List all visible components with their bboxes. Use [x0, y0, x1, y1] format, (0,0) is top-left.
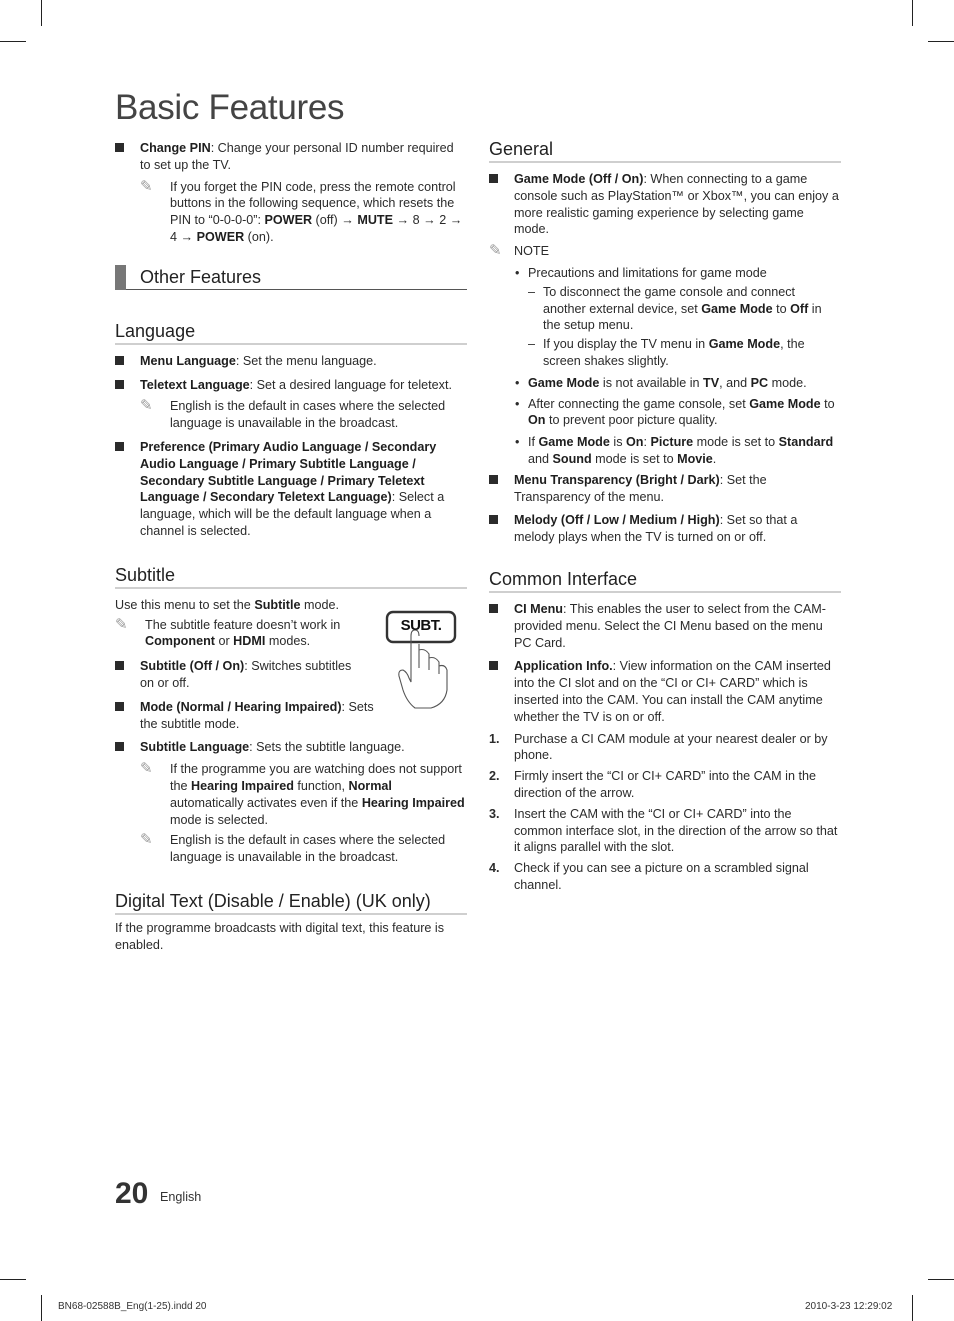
dot-bullet-icon: • [515, 435, 520, 450]
crop-mark [928, 41, 954, 42]
print-timestamp: 2010-3-23 12:29:02 [805, 1301, 893, 1312]
dash-bullet-icon: – [528, 337, 536, 352]
subtitle-mode-note: ✎ The subtitle feature doesn’t work in Component or HDMI modes. [115, 614, 341, 649]
subtitle-section [115, 597, 467, 866]
square-bullet-icon [489, 515, 498, 524]
subtitle-language-item: Subtitle Language: Sets the subtitle language. [115, 739, 467, 756]
ci-step: 4. Check if you can see a picture on a scrambled signal channel. [489, 861, 809, 892]
ci-step: 2. Firmly insert the “CI or CI+ CARD” into the CAM in the direction of the arrow. [489, 769, 816, 800]
subtitle-button-illustration [385, 610, 461, 710]
square-bullet-icon [115, 356, 124, 365]
square-bullet-icon [115, 143, 124, 152]
game-mode-note: ✎ NOTE [489, 241, 549, 260]
square-bullet-icon [115, 380, 124, 389]
dot-bullet-icon: • [515, 396, 520, 411]
ci-step: 3. Insert the CAM with the “CI or CI+ CARD” into the common interface slot, in the direction of the arrow so that it aligns parallel with the slot. [489, 806, 838, 855]
subtitle-default-note: ✎ English is the default in cases where the selected language is unavailable in the broadcast. [140, 830, 446, 865]
crop-mark [912, 1295, 913, 1321]
digital-text-description: If the programme broadcasts with digital text, this feature is enabled. [115, 920, 444, 952]
square-bullet-icon [115, 661, 124, 670]
left-column [115, 136, 467, 954]
crop-mark [41, 1295, 42, 1321]
square-bullet-icon [489, 661, 498, 670]
print-file-info: BN68-02588B_Eng(1-25).indd 20 [58, 1301, 207, 1312]
note-subpoint: – To disconnect the game console and connect another external device, set Game Mode to Off in the setup menu. [528, 284, 822, 333]
crop-mark [0, 1279, 26, 1280]
note-pencil-icon: ✎ [115, 614, 128, 633]
right-column [489, 136, 841, 894]
common-interface-heading: Common Interface [489, 568, 841, 593]
hearing-impaired-note: ✎ If the programme you are watching does not support the Hearing Impaired function, Normal automatically activates even if the Hearing Impaired mode is selected. [140, 759, 465, 827]
note-point: • Game Mode is not available in TV, and PC mode. [515, 375, 807, 390]
square-bullet-icon [115, 442, 124, 451]
page-language: English [160, 1190, 202, 1204]
other-features-heading: Other Features [115, 265, 467, 290]
dot-bullet-icon: • [515, 265, 520, 280]
teletext-language-item: Teletext Language: Set a desired language for teletext. [115, 377, 467, 394]
menu-transparency-item: Menu Transparency (Bright / Dark): Set the Transparency of the menu. [489, 472, 841, 506]
square-bullet-icon [489, 475, 498, 484]
square-bullet-icon [489, 174, 498, 183]
note-point: • If Game Mode is On: Picture mode is set to Standard and Sound mode is set to Movie. [515, 435, 834, 466]
pin-reset-note: ✎ If you forget the PIN code, press the remote control buttons in the following sequence, which resets the PIN to “0-0-0-0”: POWER (off) → MUTE → 8 → 2 → 4 → POWER (on). [140, 176, 463, 244]
general-heading: General [489, 138, 841, 163]
ci-menu-item: CI Menu: This enables the user to select from the CAM-provided menu. Select the CI Menu based on the menu PC Card. [489, 601, 841, 651]
menu-language-item: Menu Language: Set the menu language. [115, 353, 467, 370]
crop-mark [912, 0, 913, 26]
subtitle-mode-item: Mode (Normal / Hearing Impaired): Sets the subtitle mode. [115, 699, 380, 733]
note-subpoint: – If you display the TV menu in Game Mode, the screen shakes slightly. [528, 337, 805, 368]
note-pencil-icon: ✎ [140, 759, 153, 778]
preference-language-item: Preference (Primary Audio Language / Secondary Audio Language / Primary Subtitle Language / Secondary Subtitle Language / Primary Teletext Language / Secondary Teletext Language): Select a language, which will be the default language when a channel is selected. [115, 439, 467, 540]
subtitle-onoff-item: Subtitle (Off / On): Switches subtitles on or off. [115, 658, 362, 692]
note-point: • Precautions and limitations for game mode [515, 265, 767, 280]
crop-mark [0, 41, 26, 42]
square-bullet-icon [489, 604, 498, 613]
game-mode-item: Game Mode (Off / On): When connecting to a game console such as PlayStation™ or Xbox™, you can enjoy a more realistic gaming experience by selecting game mode. [489, 171, 841, 238]
subtitle-intro: Use this menu to set the Subtitle mode. [115, 597, 340, 612]
digital-text-heading: Digital Text (Disable / Enable) (UK only) [115, 890, 467, 915]
note-point: • After connecting the game console, set Game Mode to On to prevent poor picture quality. [515, 396, 835, 428]
crop-mark [41, 0, 42, 26]
subtitle-heading: Subtitle [115, 564, 467, 589]
section-bar-icon [115, 265, 126, 290]
page-title: Basic Features [115, 88, 345, 127]
melody-item: Melody (Off / Low / Medium / High): Set so that a melody plays when the TV is turned on or off. [489, 512, 841, 546]
application-info-item: Application Info.: View information on the CAM inserted into the CI slot and on the “CI or CI+ CARD” which is inserted into the CAM. You can install the CAM anytime whether the TV is on or off. [489, 658, 841, 725]
note-pencil-icon: ✎ [140, 176, 153, 195]
square-bullet-icon [115, 702, 124, 711]
ci-step: 1. Purchase a CI CAM module at your nearest dealer or by phone. [489, 731, 828, 763]
note-pencil-icon: ✎ [140, 830, 153, 849]
square-bullet-icon [115, 742, 124, 751]
subt-button-label: SUBT. [400, 616, 442, 634]
game-mode-note-list [514, 265, 841, 468]
language-heading: Language [115, 320, 467, 345]
change-pin-item: Change PIN: Change your personal ID number required to set up the TV. [115, 140, 467, 174]
crop-mark [928, 1279, 954, 1280]
note-pencil-icon: ✎ [489, 241, 502, 260]
dot-bullet-icon: • [515, 375, 520, 390]
note-pencil-icon: ✎ [140, 396, 153, 415]
teletext-note: ✎ English is the default in cases where the selected language is unavailable in the broadcast. [140, 396, 446, 431]
page-number: 20 [115, 1177, 149, 1210]
dash-bullet-icon: – [528, 284, 536, 299]
